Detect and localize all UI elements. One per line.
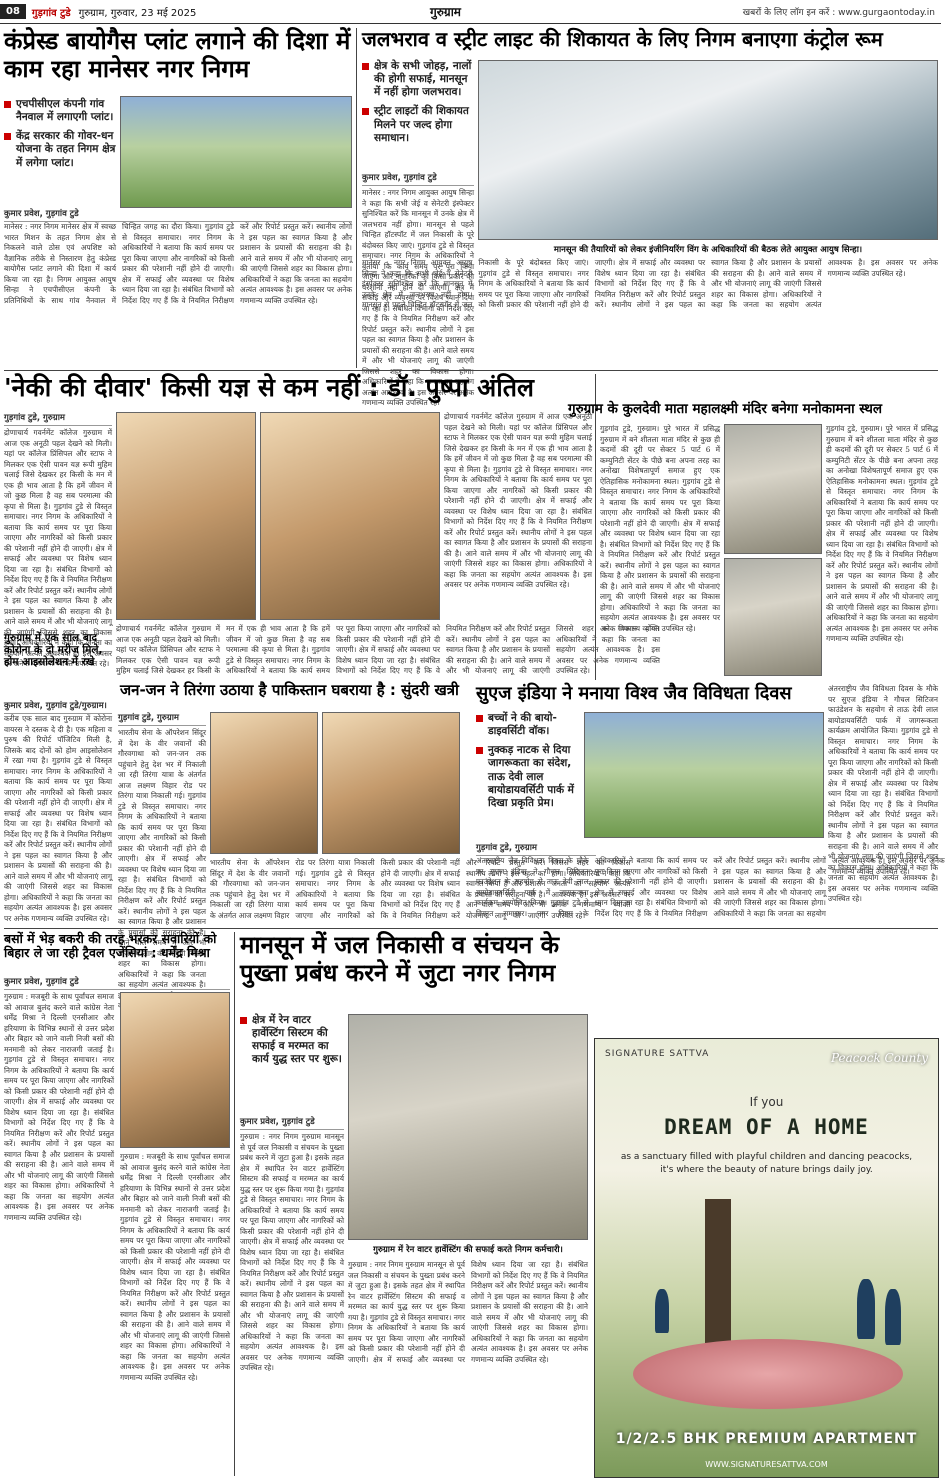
story5-byline: कुमार प्रवेश, गुड़गांव टुडे/गुरुग्राम। [4,700,112,714]
story3-body-bottom: द्रोणाचार्य गवर्नमेंट कॉलेज गुरुग्राम में आज एक अनूठी पहल देखने को मिली। यहां पर कॉलेज प्रिंसिपल और स्टाफ ने मिलकर एक ऐसी पावन यज्ञ रूपी मुहिम चलाई जिसे देखकर हर किसी के मन में एक ही भाव आता है कि हमें जीवन में जो कुछ मिला है वह सब परमात्मा की कृपा से मिला है। गुड़गांव टुडे से विस्तृत समाचार। नगर निगम के अधिकारियों ने बताया कि कार्य समय पर पूरा किया जाएगा और नागरिकों को किसी प्रकार की परेशानी नहीं होने दी जाएगी। क्षेत्र में सफाई और व्यवस्था पर विशेष ध्यान दिया जा रहा है। संबंधित विभागों को निर्देश दिए गए हैं कि वे नियमित निरीक्षण करें और रिपोर्ट प्रस्तुत करें। स्थानीय लोगों ने इस पहल का स्वागत किया है और प्रशासन के प्रयासों की सराहना की है। आने वाले समय में और भी योजनाएं लागू की जाएंगी जिससे शहर का विकास होगा। अधिकारियों ने कहा कि जनता का सहयोग अत्यंत आवश्यक है। इस अवसर पर अनेक गणमान्य व्यक्ति उपस्थित रहे। [116,624,440,680]
story6-headline: जन-जन ने तिरंगा उठाया है पाकिस्तान घबराया है : सुंदरी खत्री [120,681,459,699]
story4-photo-1 [724,424,822,554]
story7-bullet: बच्चों ने की बायो-डाइवर्सिटी वॉक। [476,712,580,738]
masthead [0,0,941,24]
story2-byline: कुमार प्रवेश, गुड़गांव टुडे [362,172,474,186]
story4-headline: गुरुग्राम के कुलदेवी माता महालक्ष्मी मंदिर बनेगा मनोकामना स्थल [568,401,883,417]
page-number: 08 [0,4,26,19]
ad-cta: 1/2/2.5 BHK PREMIUM APARTMENT [615,1431,918,1447]
section-divider [4,370,938,371]
story9-byline: कुमार प्रवेश, गुड़गांव टुडे [240,1116,344,1130]
story7-headline: सुएज इंडिया ने मनाया विश्व जैव विविधता दिवस [476,683,792,704]
story1-headline: कंप्रेस्ड बायोगैस प्लांट लगाने की दिशा में काम रहा मानेसर नगर निगम [4,27,351,83]
story7-bullets [476,712,580,838]
story2-body-top: मानेसर : नगर निगम आयुक्त आयुष सिन्हा ने कहा कि सभी जेई व सेनेटरी इंस्पेक्टर सुनिश्चित करें कि मानसून में उनके क्षेत्र में जलभराव नहीं होगा। मानसून से पहले चिन्हित हॉटस्पॉट में जल निकासी के पूरे बंदोबस्त किए जाएं। गुड़गांव टुडे से विस्तृत समाचार। नगर निगम के अधिकारियों ने बताया कि कार्य समय पर पूरा किया जाएगा और नागरिकों को किसी प्रकार की परेशानी नहीं होने दी जाएगी। क्षेत्र में सफाई और व्यवस्था पर विशेष ध्यान दिया जा रहा है। संबंधित विभागों को निर्देश दिए गए हैं कि वे नियमित निरीक्षण करें और रिपोर्ट प्रस्तुत करें। स्थानीय लोगों ने इस पहल का स्वागत किया है और प्रशासन के प्रयासों की सराहना की है। आने वाले समय में और भी योजनाएं लागू की जाएंगी जिससे शहर का विकास होगा। अधिकारियों ने कहा कि जनता का सहयोग अत्यंत आवश्यक है। इस अवसर पर अनेक गणमान्य व्यक्ति उपस्थित रहे। [362,188,474,244]
peacock-icon [857,1279,875,1339]
story6-byline: गुड़गांव टुडे, गुरुग्राम [118,712,206,726]
story7-byline: गुड़गांव टुडे, गुरुग्राम [476,842,596,856]
story1-photo [120,96,352,208]
story7-body-right: अंतरराष्ट्रीय जैव विविधता दिवस के मौके पर सुएज इंडिया ने गौचल सिटिजन फाउंडेशन के सहयोग से ताऊ देवी लाल बायोडायवर्सिटी पार्क में जागरूकता कार्यक्रम आयोजित किया। गुड़गांव टुडे से विस्तृत समाचार। नगर निगम के अधिकारियों ने बताया कि कार्य समय पर पूरा किया जाएगा और नागरिकों को किसी प्रकार की परेशानी नहीं होने दी जाएगी। क्षेत्र में सफाई और व्यवस्था पर विशेष ध्यान दिया जा रहा है। संबंधित विभागों को निर्देश दिए गए हैं कि वे नियमित निरीक्षण करें और रिपोर्ट प्रस्तुत करें। स्थानीय लोगों ने इस पहल का स्वागत किया है और प्रशासन के प्रयासों की सराहना की है। आने वाले समय में और भी योजनाएं लागू की जाएंगी जिससे शहर का विकास होगा। अधिकारियों ने कहा कि जनता का सहयोग अत्यंत आवश्यक है। इस अवसर पर अनेक गणमान्य व्यक्ति उपस्थित रहे। [828,684,938,924]
ad-brand-secondary: Peacock County [830,1051,928,1065]
story4-body-right: गुड़गांव टुडे, गुरुग्राम। पुरे भारत में प्रसिद्ध गुरुग्राम में बने शीतला माता मंदिर से कुछ ही कदमों की दूरी पर सेक्टर 5 पार्ट 6 में कम्युनिटी सेंटर के पीछे बना अपना तरह का अनोखा विशेषतापूर्ण समाज हुए एक ऐतिहासिक मनोकामना स्थल। गुड़गांव टुडे से विस्तृत समाचार। नगर निगम के अधिकारियों ने बताया कि कार्य समय पर पूरा किया जाएगा और नागरिकों को किसी प्रकार की परेशानी नहीं होने दी जाएगी। क्षेत्र में सफाई और व्यवस्था पर विशेष ध्यान दिया जा रहा है। संबंधित विभागों को निर्देश दिए गए हैं कि वे नियमित निरीक्षण करें और रिपोर्ट प्रस्तुत करें। स्थानीय लोगों ने इस पहल का स्वागत किया है और प्रशासन के प्रयासों की सराहना की है। आने वाले समय में और भी योजनाएं लागू की जाएंगी जिससे शहर का विकास होगा। अधिकारियों ने कहा कि जनता का सहयोग अत्यंत आवश्यक है। इस अवसर पर अनेक गणमान्य व्यक्ति उपस्थित रहे। [826,424,938,680]
story3-body-right: द्रोणाचार्य गवर्नमेंट कॉलेज गुरुग्राम में आज एक अनूठी पहल देखने को मिली। यहां पर कॉलेज प्रिंसिपल और स्टाफ ने मिलकर एक ऐसी पावन यज्ञ रूपी मुहिम चलाई जिसे देखकर हर किसी के मन में एक ही भाव आता है कि हमें जीवन में जो कुछ मिला है वह सब परमात्मा की कृपा से मिला है। गुड़गांव टुडे से विस्तृत समाचार। नगर निगम के अधिकारियों ने बताया कि कार्य समय पर पूरा किया जाएगा और नागरिकों को किसी प्रकार की परेशानी नहीं होने दी जाएगी। क्षेत्र में सफाई और व्यवस्था पर विशेष ध्यान दिया जा रहा है। संबंधित विभागों को निर्देश दिए गए हैं कि वे नियमित निरीक्षण करें और रिपोर्ट प्रस्तुत करें। स्थानीय लोगों ने इस पहल का स्वागत किया है और प्रशासन के प्रयासों की सराहना की है। आने वाले समय में और भी योजनाएं लागू की जाएंगी जिससे शहर का विकास होगा। अधिकारियों ने कहा कि जनता का सहयोग अत्यंत आवश्यक है। इस अवसर पर अनेक गणमान्य व्यक्ति उपस्थित रहे। [444,412,592,680]
story4-photo-2 [724,558,822,676]
story2-bullets [362,60,474,172]
story9-body: गुरुग्राम : नगर निगम गुरुग्राम मानसून से पूर्व जल निकासी व संचयन के पुख्ता प्रबंध करने में जुटा हुआ है। इसके तहत क्षेत्र में स्थापित रेन वाटर हार्वेस्टिंग सिस्टम की सफाई व मरम्मत का कार्य युद्ध स्तर पर शुरू किया गया है। गुड़गांव टुडे से विस्तृत समाचार। नगर निगम के अधिकारियों ने बताया कि कार्य समय पर पूरा किया जाएगा और नागरिकों को किसी प्रकार की परेशानी नहीं होने दी जाएगी। क्षेत्र में सफाई और व्यवस्था पर विशेष ध्यान दिया जा रहा है। संबंधित विभागों को निर्देश दिए गए हैं कि वे नियमित निरीक्षण करें और रिपोर्ट प्रस्तुत करें। स्थानीय लोगों ने इस पहल का स्वागत किया है और प्रशासन के प्रयासों की सराहना की है। आने वाले समय में और भी योजनाएं लागू की जाएंगी जिससे शहर का विकास होगा। अधिकारियों ने कहा कि जनता का सहयोग अत्यंत आवश्यक है। इस अवसर पर अनेक गणमान्य व्यक्ति उपस्थित रहे। [348,1260,588,1476]
story6-photo-2 [322,712,460,854]
story1-byline: कुमार प्रवेश, गुड़गांव टुडे [4,208,352,222]
story9-bullets [240,1014,344,1110]
ad-headline: DREAM OF A HOME [664,1115,869,1139]
story1-bullets [4,98,116,202]
section-title: गुरुग्राम [430,5,461,19]
picnic-blanket-illustration [633,1339,903,1409]
story7-body: अंतरराष्ट्रीय जैव विविधता दिवस के मौके पर सुएज इंडिया ने गौचल सिटिजन फाउंडेशन के सहयोग से ताऊ देवी लाल बायोडायवर्सिटी पार्क में जागरूकता कार्यक्रम आयोजित किया। गुड़गांव टुडे से विस्तृत समाचार। नगर निगम के अधिकारियों ने बताया कि कार्य समय पर पूरा किया जाएगा और नागरिकों को किसी प्रकार की परेशानी नहीं होने दी जाएगी। क्षेत्र में सफाई और व्यवस्था पर विशेष ध्यान दिया जा रहा है। संबंधित विभागों को निर्देश दिए गए हैं कि वे नियमित निरीक्षण करें और रिपोर्ट प्रस्तुत करें। स्थानीय लोगों ने इस पहल का स्वागत किया है और प्रशासन के प्रयासों की सराहना की है। आने वाले समय में और भी योजनाएं लागू की जाएंगी जिससे शहर का विकास होगा। अधिकारियों ने कहा कि जनता का सहयोग अत्यंत आवश्यक है। इस अवसर पर अनेक गणमान्य व्यक्ति उपस्थित रहे। [476,856,826,926]
story2-bullet: स्ट्रीट लाइटों की शिकायत मिलने पर जल्द होगा समाधान। [362,105,474,144]
story9-body-left: गुरुग्राम : नगर निगम गुरुग्राम मानसून से पूर्व जल निकासी व संचयन के पुख्ता प्रबंध करने में जुटा हुआ है। इसके तहत क्षेत्र में स्थापित रेन वाटर हार्वेस्टिंग सिस्टम की सफाई व मरम्मत का कार्य युद्ध स्तर पर शुरू किया गया है। गुड़गांव टुडे से विस्तृत समाचार। नगर निगम के अधिकारियों ने बताया कि कार्य समय पर पूरा किया जाएगा और नागरिकों को किसी प्रकार की परेशानी नहीं होने दी जाएगी। क्षेत्र में सफाई और व्यवस्था पर विशेष ध्यान दिया जा रहा है। संबंधित विभागों को निर्देश दिए गए हैं कि वे नियमित निरीक्षण करें और रिपोर्ट प्रस्तुत करें। स्थानीय लोगों ने इस पहल का स्वागत किया है और प्रशासन के प्रयासों की सराहना की है। आने वाले समय में और भी योजनाएं लागू की जाएंगी जिससे शहर का विकास होगा। अधिकारियों ने कहा कि जनता का सहयोग अत्यंत आवश्यक है। इस अवसर पर अनेक गणमान्य व्यक्ति उपस्थित रहे। [240,1132,344,1476]
story9-caption: गुरुग्राम में रेन वाटर हार्वेस्टिंग की सफाई करते निगम कर्मचारी। [348,1242,588,1256]
ad-url[interactable]: WWW.SIGNATURESATTVA.COM [705,1460,828,1469]
peacock-icon [655,1289,669,1333]
story5-body: करीब एक साल बाद गुरुग्राम में कोरोना वायरस ने दस्तक दे दी है। एक महिला व पुरुष की रिपोर्ट पॉजिटिव मिली है, जिसके बाद दोनों को होम आइसोलेशन में रखा गया है। गुड़गांव टुडे से विस्तृत समाचार। नगर निगम के अधिकारियों ने बताया कि कार्य समय पर पूरा किया जाएगा और नागरिकों को किसी प्रकार की परेशानी नहीं होने दी जाएगी। क्षेत्र में सफाई और व्यवस्था पर विशेष ध्यान दिया जा रहा है। संबंधित विभागों को निर्देश दिए गए हैं कि वे नियमित निरीक्षण करें और रिपोर्ट प्रस्तुत करें। स्थानीय लोगों ने इस पहल का स्वागत किया है और प्रशासन के प्रयासों की सराहना की है। आने वाले समय में और भी योजनाएं लागू की जाएंगी जिससे शहर का विकास होगा। अधिकारियों ने कहा कि जनता का सहयोग अत्यंत आवश्यक है। इस अवसर पर अनेक गणमान्य व्यक्ति उपस्थित रहे। [4,714,112,926]
story6-body-left: भारतीय सेना के ऑपरेशन सिंदूर में देश के वीर जवानों की गौरवगाथा को जन-जन तक पहुंचाने हेतु देश भर में निकाली जा रही तिरंगा यात्रा के अंतर्गत आज लक्ष्मण विहार रोड पर तिरंगा यात्रा निकाली गई। गुड़गांव टुडे से विस्तृत समाचार। नगर निगम के अधिकारियों ने बताया कि कार्य समय पर पूरा किया जाएगा और नागरिकों को किसी प्रकार की परेशानी नहीं होने दी जाएगी। क्षेत्र में सफाई और व्यवस्था पर विशेष ध्यान दिया जा रहा है। संबंधित विभागों को निर्देश दिए गए हैं कि वे नियमित निरीक्षण करें और रिपोर्ट प्रस्तुत करें। स्थानीय लोगों ने इस पहल का स्वागत किया है और प्रशासन के प्रयासों की सराहना की है। आने वाले समय में और भी योजनाएं लागू की जाएंगी जिससे शहर का विकास होगा। अधिकारियों ने कहा कि जनता का सहयोग अत्यंत आवश्यक है। इस अवसर पर अनेक गणमान्य व्यक्ति उपस्थित रहे। [118,728,206,926]
story2-headline: जलभराव व स्ट्रीट लाइट की शिकायत के लिए निगम बनाएगा कंट्रोल रूम [362,27,883,51]
story1-body: मानेसर : नगर निगम मानेसर क्षेत्र में स्वच्छ भारत मिशन के तहत निगम क्षेत्र से निकलने वाले ठोस एवं अपशिष्ट को वैज्ञानिक तरीके से निस्तारण हेतु कंप्रेस्ड बायोगैस प्लांट लगाने की दिशा में कार्य किया जा रहा है। निगम आयुक्त आयुष सिन्हा ने एचपीसीएल कंपनी के प्रतिनिधियों के साथ गांव नैनवाल में चिन्हित जगह का दौरा किया। गुड़गांव टुडे से विस्तृत समाचार। नगर निगम के अधिकारियों ने बताया कि कार्य समय पर पूरा किया जाएगा और नागरिकों को किसी प्रकार की परेशानी नहीं होने दी जाएगी। क्षेत्र में सफाई और व्यवस्था पर विशेष ध्यान दिया जा रहा है। संबंधित विभागों को निर्देश दिए गए हैं कि वे नियमित निरीक्षण करें और रिपोर्ट प्रस्तुत करें। स्थानीय लोगों ने इस पहल का स्वागत किया है और प्रशासन के प्रयासों की सराहना की है। आने वाले समय में और भी योजनाएं लागू की जाएंगी जिससे शहर का विकास होगा। अधिकारियों ने कहा कि जनता का सहयोग अत्यंत आवश्यक है। इस अवसर पर अनेक गणमान्य व्यक्ति उपस्थित रहे। [4,222,352,366]
ad-line-if: If you [749,1095,784,1109]
story1-bullet: एचपीसीएल कंपनी गांव नैनवाल में लगाएगी प्लांट। [4,98,116,124]
story9-bullet: क्षेत्र में रेन वाटर हार्वेस्टिंग सिस्टम की सफाई व मरम्मत का कार्य युद्ध स्तर पर शुरू। [240,1014,344,1067]
section-divider [4,928,938,929]
advertisement[interactable] [594,1038,939,1478]
story6-body: भारतीय सेना के ऑपरेशन सिंदूर में देश के वीर जवानों की गौरवगाथा को जन-जन तक पहुंचाने हेतु देश भर में निकाली जा रही तिरंगा यात्रा के अंतर्गत आज लक्ष्मण विहार रोड पर तिरंगा यात्रा निकाली गई। गुड़गांव टुडे से विस्तृत समाचार। नगर निगम के अधिकारियों ने बताया कि कार्य समय पर पूरा किया जाएगा और नागरिकों को किसी प्रकार की परेशानी नहीं होने दी जाएगी। क्षेत्र में सफाई और व्यवस्था पर विशेष ध्यान दिया जा रहा है। संबंधित विभागों को निर्देश दिए गए हैं कि वे नियमित निरीक्षण करें और रिपोर्ट प्रस्तुत करें। स्थानीय लोगों ने इस पहल का स्वागत किया है और प्रशासन के प्रयासों की सराहना की है। आने वाले समय में और भी योजनाएं लागू की जाएंगी जिससे शहर का विकास होगा। अधिकारियों ने कहा कि जनता का सहयोग अत्यंत आवश्यक है। इस अवसर पर अनेक गणमान्य व्यक्ति उपस्थित रहे। [210,858,460,926]
story8-body-right: गुरुग्राम : मजबूरी के साथ पूर्वांचल समाज को आवाज बुलंद करने वाले कांग्रेस नेता धर्मेंद्र मिश्रा ने दिल्ली एनसीआर और हरियाणा के विभिन्न स्थानों से उत्तर प्रदेश और बिहार को जाने वाली निजी बसों की मनमानी को लेकर नाराजगी जताई है। गुड़गांव टुडे से विस्तृत समाचार। नगर निगम के अधिकारियों ने बताया कि कार्य समय पर पूरा किया जाएगा और नागरिकों को किसी प्रकार की परेशानी नहीं होने दी जाएगी। क्षेत्र में सफाई और व्यवस्था पर विशेष ध्यान दिया जा रहा है। संबंधित विभागों को निर्देश दिए गए हैं कि वे नियमित निरीक्षण करें और रिपोर्ट प्रस्तुत करें। स्थानीय लोगों ने इस पहल का स्वागत किया है और प्रशासन के प्रयासों की सराहना की है। आने वाले समय में और भी योजनाएं लागू की जाएंगी जिससे शहर का विकास होगा। अधिकारियों ने कहा कि जनता का सहयोग अत्यंत आवश्यक है। इस अवसर पर अनेक गणमान्य व्यक्ति उपस्थित रहे। [120,1152,230,1476]
story3-photo-1 [116,412,256,620]
ad-tagline: as a sanctuary filled with playful children and dancing peacocks, it's where the beauty of nature brings daily joy. [620,1152,913,1175]
ad-brand: SIGNATURE SATTVA [605,1049,710,1059]
story8-byline: कुमार प्रवेश, गुड़गांव टुडे [4,976,230,990]
story3-body-left: द्रोणाचार्य गवर्नमेंट कॉलेज गुरुग्राम में आज एक अनूठी पहल देखने को मिली। यहां पर कॉलेज प्रिंसिपल और स्टाफ ने मिलकर एक ऐसी पावन यज्ञ रूपी मुहिम चलाई जिसे देखकर हर किसी के मन में एक ही भाव आता है कि हमें जीवन में जो कुछ मिला है वह सब परमात्मा की कृपा से मिला है। गुड़गांव टुडे से विस्तृत समाचार। नगर निगम के अधिकारियों ने बताया कि कार्य समय पर पूरा किया जाएगा और नागरिकों को किसी प्रकार की परेशानी नहीं होने दी जाएगी। क्षेत्र में सफाई और व्यवस्था पर विशेष ध्यान दिया जा रहा है। संबंधित विभागों को निर्देश दिए गए हैं कि वे नियमित निरीक्षण करें और रिपोर्ट प्रस्तुत करें। स्थानीय लोगों ने इस पहल का स्वागत किया है और प्रशासन के प्रयासों की सराहना की है। आने वाले समय में और भी योजनाएं लागू की जाएंगी जिससे शहर का विकास होगा। अधिकारियों ने कहा कि जनता का सहयोग अत्यंत आवश्यक है। इस अवसर पर अनेक गणमान्य व्यक्ति उपस्थित रहे। [4,428,112,626]
masthead-tagline: खबरों के लिए लॉग इन करें : www.gurgaontoday.in [742,8,935,18]
story3-photo-2 [260,412,440,620]
column-divider [234,932,235,1476]
story9-headline: मानसून में जल निकासी व संचयन के पुख्ता प्रबंध करने में जुटा नगर निगम [240,931,560,987]
masthead-date: गुरुग्राम, गुरुवार, 23 मई 2025 [78,7,197,19]
story8-portrait [120,992,230,1148]
story8-body-left: गुरुग्राम : मजबूरी के साथ पूर्वांचल समाज को आवाज बुलंद करने वाले कांग्रेस नेता धर्मेंद्र मिश्रा ने दिल्ली एनसीआर और हरियाणा के विभिन्न स्थानों से उत्तर प्रदेश और बिहार को जाने वाली निजी बसों की मनमानी को लेकर नाराजगी जताई है। गुड़गांव टुडे से विस्तृत समाचार। नगर निगम के अधिकारियों ने बताया कि कार्य समय पर पूरा किया जाएगा और नागरिकों को किसी प्रकार की परेशानी नहीं होने दी जाएगी। क्षेत्र में सफाई और व्यवस्था पर विशेष ध्यान दिया जा रहा है। संबंधित विभागों को निर्देश दिए गए हैं कि वे नियमित निरीक्षण करें और रिपोर्ट प्रस्तुत करें। स्थानीय लोगों ने इस पहल का स्वागत किया है और प्रशासन के प्रयासों की सराहना की है। आने वाले समय में और भी योजनाएं लागू की जाएंगी जिससे शहर का विकास होगा। अधिकारियों ने कहा कि जनता का सहयोग अत्यंत आवश्यक है। इस अवसर पर अनेक गणमान्य व्यक्ति उपस्थित रहे। [4,992,114,1476]
story5-headline: गुरुग्राम में एक साल बाद कोरोना के दो मरीज मिले, होम आइसोलेशन में रखे [4,632,103,669]
story6-photo-1 [210,712,318,854]
tree-illustration [705,1199,731,1349]
story9-photo [348,1014,588,1240]
story2-photo [478,60,938,240]
story2-body: मानेसर : नगर निगम आयुक्त आयुष सिन्हा ने कहा कि सभी जेई व सेनेटरी इंस्पेक्टर सुनिश्चित करें कि मानसून में उनके क्षेत्र में जलभराव नहीं होगा। मानसून से पहले चिन्हित हॉटस्पॉट में जल निकासी के पूरे बंदोबस्त किए जाएं। गुड़गांव टुडे से विस्तृत समाचार। नगर निगम के अधिकारियों ने बताया कि कार्य समय पर पूरा किया जाएगा और नागरिकों को किसी प्रकार की परेशानी नहीं होने दी जाएगी। क्षेत्र में सफाई और व्यवस्था पर विशेष ध्यान दिया जा रहा है। संबंधित विभागों को निर्देश दिए गए हैं कि वे नियमित निरीक्षण करें और रिपोर्ट प्रस्तुत करें। स्थानीय लोगों ने इस पहल का स्वागत किया है और प्रशासन के प्रयासों की सराहना की है। आने वाले समय में और भी योजनाएं लागू की जाएंगी जिससे शहर का विकास होगा। अधिकारियों ने कहा कि जनता का सहयोग अत्यंत आवश्यक है। इस अवसर पर अनेक गणमान्य व्यक्ति उपस्थित रहे। [362,258,938,366]
column-divider [356,28,357,368]
story3-byline: गुड़गांव टुडे, गुरुग्राम [4,412,112,426]
story3-headline: 'नेकी की दीवार' किसी यज्ञ से कम नहीं : डॉ. पुष्पा अंतिल [4,373,534,402]
story7-photo [584,712,824,838]
story7-bullet: नुक्कड़ नाटक से दिया जागरूकता का संदेश, ताऊ देवी लाल बायोडायवर्सिटी पार्क में दिखा प्रकृति प्रेम। [476,744,580,810]
story2-caption: मानसून की तैयारियों को लेकर इंजीनियरिंग विंग के अधिकारियों की बैठक लेते आयुक्त आयुष सिन्हा। [478,242,938,256]
brand-name: गुड़गांव टुडे [31,7,71,19]
story1-bullet: केंद्र सरकार की गोवर-धन योजना के तहत निगम क्षेत्र में लगेगा प्लांट। [4,130,116,169]
story8-headline: बसों में भेड़ बकरी की तरह भरकर सवारियों को बिहार ले जा रही ट्रैवल एजेंसियां : धर्मेंद्र मिश्रा [4,931,217,961]
peacock-icon [885,1289,901,1345]
story2-bullet: क्षेत्र के सभी जोहड़, नालों की होगी सफाई, मानसून में नहीं होगा जलभराव। [362,60,474,99]
story4-body-left: गुड़गांव टुडे, गुरुग्राम। पुरे भारत में प्रसिद्ध गुरुग्राम में बने शीतला माता मंदिर से कुछ ही कदमों की दूरी पर सेक्टर 5 पार्ट 6 में कम्युनिटी सेंटर के पीछे बना अपना तरह का अनोखा विशेषतापूर्ण समाज हुए एक ऐतिहासिक मनोकामना स्थल। गुड़गांव टुडे से विस्तृत समाचार। नगर निगम के अधिकारियों ने बताया कि कार्य समय पर पूरा किया जाएगा और नागरिकों को किसी प्रकार की परेशानी नहीं होने दी जाएगी। क्षेत्र में सफाई और व्यवस्था पर विशेष ध्यान दिया जा रहा है। संबंधित विभागों को निर्देश दिए गए हैं कि वे नियमित निरीक्षण करें और रिपोर्ट प्रस्तुत करें। स्थानीय लोगों ने इस पहल का स्वागत किया है और प्रशासन के प्रयासों की सराहना की है। आने वाले समय में और भी योजनाएं लागू की जाएंगी जिससे शहर का विकास होगा। अधिकारियों ने कहा कि जनता का सहयोग अत्यंत आवश्यक है। इस अवसर पर अनेक गणमान्य व्यक्ति उपस्थित रहे। [600,424,720,680]
